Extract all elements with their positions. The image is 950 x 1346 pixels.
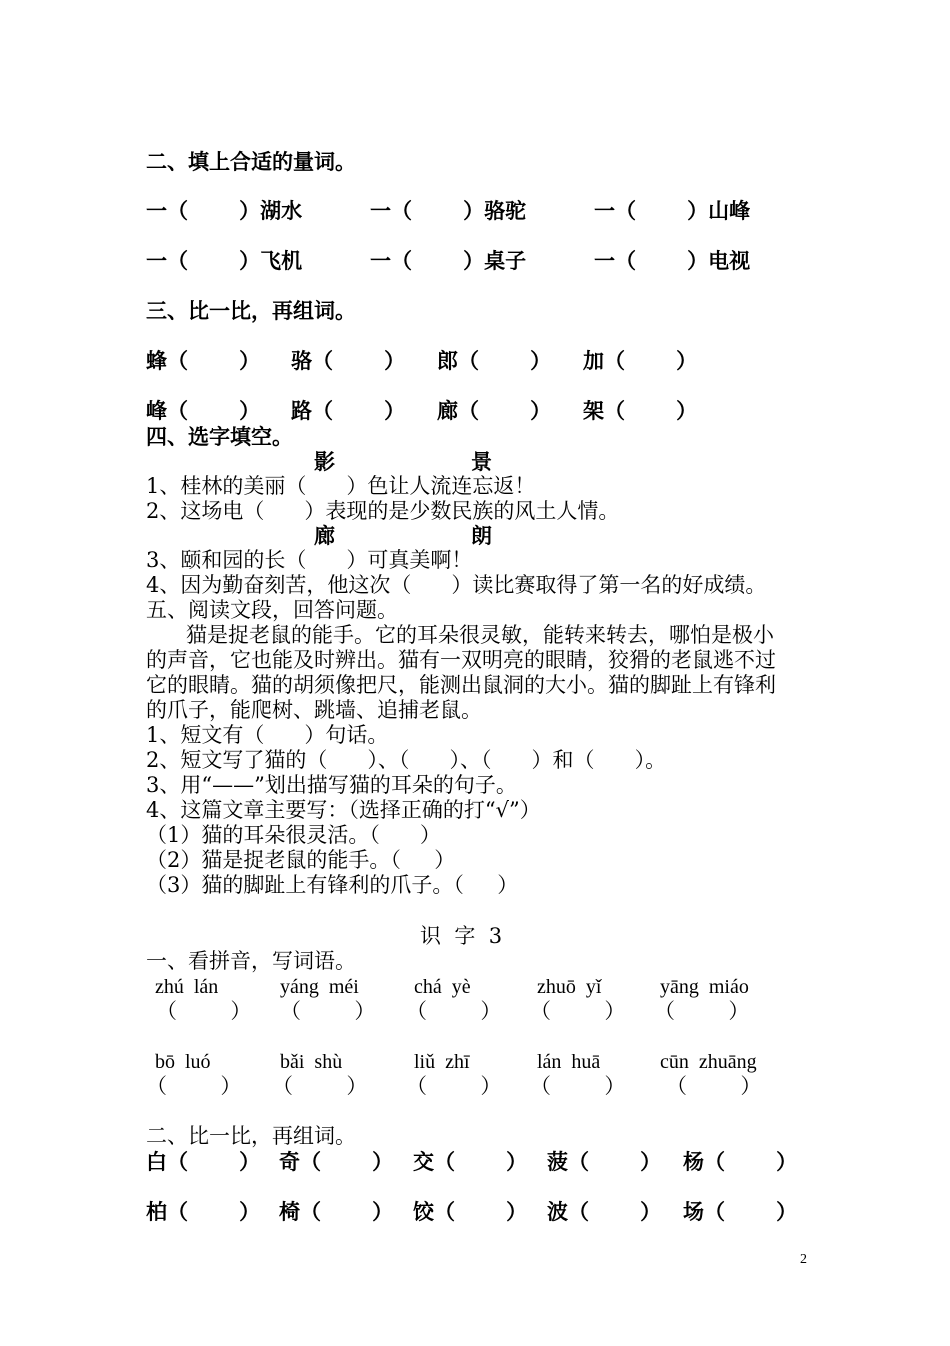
compare-item: 骆（ ） — [291, 348, 406, 373]
compare-item: 场（ ） — [683, 1199, 798, 1224]
fill-sentence-4: 4、因为勤奋刻苦，他这次（ ）读比赛取得了第一名的好成绩。 — [146, 573, 767, 597]
pinyin: chá yè — [414, 976, 471, 998]
choice-option: （3）猫的脚趾上有锋利的爪子。（ ） — [146, 873, 519, 897]
passage-line: 猫是捉老鼠的能手。它的耳朵很灵敏，能转来转去，哪怕是极小 — [146, 623, 775, 647]
answer-box: （ ） — [156, 999, 252, 1023]
pinyin: zhuō yǐ — [537, 976, 602, 998]
passage-line: 的声音，它也能及时辨出。猫有一双明亮的眼睛，狡猾的老鼠逃不过 — [146, 648, 776, 672]
pinyin: bǎi shù — [280, 1051, 343, 1073]
page-number: 2 — [800, 1252, 807, 1267]
fill-sentence-3: 3、颐和园的长（ ）可真美啊！ — [146, 548, 473, 572]
compare-item: 白（ ） — [146, 1149, 261, 1174]
choice-option: （2）猫是捉老鼠的能手。（ ） — [146, 848, 456, 872]
reading-question-4: 4、这篇文章主要写：（选择正确的打“√”） — [146, 798, 541, 822]
compare-item: 椅（ ） — [279, 1199, 394, 1224]
compare-item: 廊（ ） — [437, 398, 552, 423]
compare-item: 架（ ） — [583, 398, 698, 423]
fill-sentence-2: 2、这场电（ ）表现的是少数民族的风土人情。 — [146, 499, 620, 523]
section-5-title: 五、阅读文段，回答问题。 — [146, 598, 398, 622]
measure-word-item: 一（ ）电视 — [594, 248, 751, 273]
option-char: 廊 — [314, 523, 335, 548]
compare-item: 加（ ） — [583, 348, 698, 373]
answer-box: （ ） — [666, 1074, 762, 1098]
passage-line: 它的眼睛。猫的胡须像把尺，能测出鼠洞的大小。猫的脚趾上有锋利 — [146, 673, 776, 697]
measure-word-item: 一（ ）湖水 — [146, 198, 303, 223]
answer-box: （ ） — [530, 1074, 626, 1098]
answer-box: （ ） — [280, 999, 376, 1023]
compare-item: 菠（ ） — [547, 1149, 662, 1174]
pinyin: zhú lán — [155, 976, 219, 998]
compare-item: 柏（ ） — [146, 1199, 261, 1224]
pinyin: yáng méi — [280, 976, 359, 998]
answer-box: （ ） — [530, 999, 626, 1023]
reading-question-1: 1、短文有（ ）句话。 — [146, 723, 389, 747]
reading-question-2: 2、短文写了猫的（ ）、（ ）、（ ）和（ ）。 — [146, 748, 667, 772]
measure-word-item: 一（ ）山峰 — [594, 198, 751, 223]
answer-box: （ ） — [406, 1074, 502, 1098]
compare-item: 波（ ） — [547, 1199, 662, 1224]
passage-line: 的爪子，能爬树、跳墙、追捕老鼠。 — [146, 698, 482, 722]
section-4-title: 四、选字填空。 — [146, 424, 293, 449]
section-2-title: 二、填上合适的量词。 — [146, 149, 356, 174]
measure-word-item: 一（ ）骆驼 — [370, 198, 527, 223]
option-char: 影 — [314, 449, 335, 474]
compare-item: 峰（ ） — [146, 398, 261, 423]
measure-word-item: 一（ ）桌子 — [370, 248, 527, 273]
pinyin: lán huā — [537, 1051, 601, 1073]
compare-item: 饺（ ） — [413, 1199, 528, 1224]
reading-question-3: 3、用“——”划出描写猫的耳朵的句子。 — [146, 773, 517, 797]
pinyin: yāng miáo — [660, 976, 749, 998]
pinyin: cūn zhuāng — [660, 1051, 757, 1073]
compare-item: 奇（ ） — [279, 1149, 394, 1174]
answer-box: （ ） — [406, 999, 502, 1023]
lesson-section-1-title: 一、看拼音，写词语。 — [146, 949, 356, 973]
measure-word-item: 一（ ）飞机 — [146, 248, 303, 273]
compare-item: 杨（ ） — [683, 1149, 798, 1174]
lesson-title: 识 字 3 — [420, 924, 503, 948]
answer-box: （ ） — [272, 1074, 368, 1098]
choice-option: （1）猫的耳朵很灵活。（ ） — [146, 823, 441, 847]
lesson-section-2-title: 二、比一比，再组词。 — [146, 1124, 356, 1148]
compare-item: 蜂（ ） — [146, 348, 261, 373]
compare-item: 路（ ） — [291, 398, 406, 423]
compare-item: 郎（ ） — [437, 348, 552, 373]
answer-box: （ ） — [654, 999, 750, 1023]
pinyin: liǔ zhī — [414, 1051, 470, 1073]
fill-sentence-1: 1、桂林的美丽（ ）色让人流连忘返！ — [146, 474, 536, 498]
answer-box: （ ） — [146, 1074, 242, 1098]
section-3-title: 三、比一比，再组词。 — [146, 298, 356, 323]
pinyin: bō luó — [155, 1051, 211, 1073]
option-char: 朗 — [471, 523, 492, 548]
compare-item: 交（ ） — [413, 1149, 528, 1174]
option-char: 景 — [471, 449, 492, 474]
